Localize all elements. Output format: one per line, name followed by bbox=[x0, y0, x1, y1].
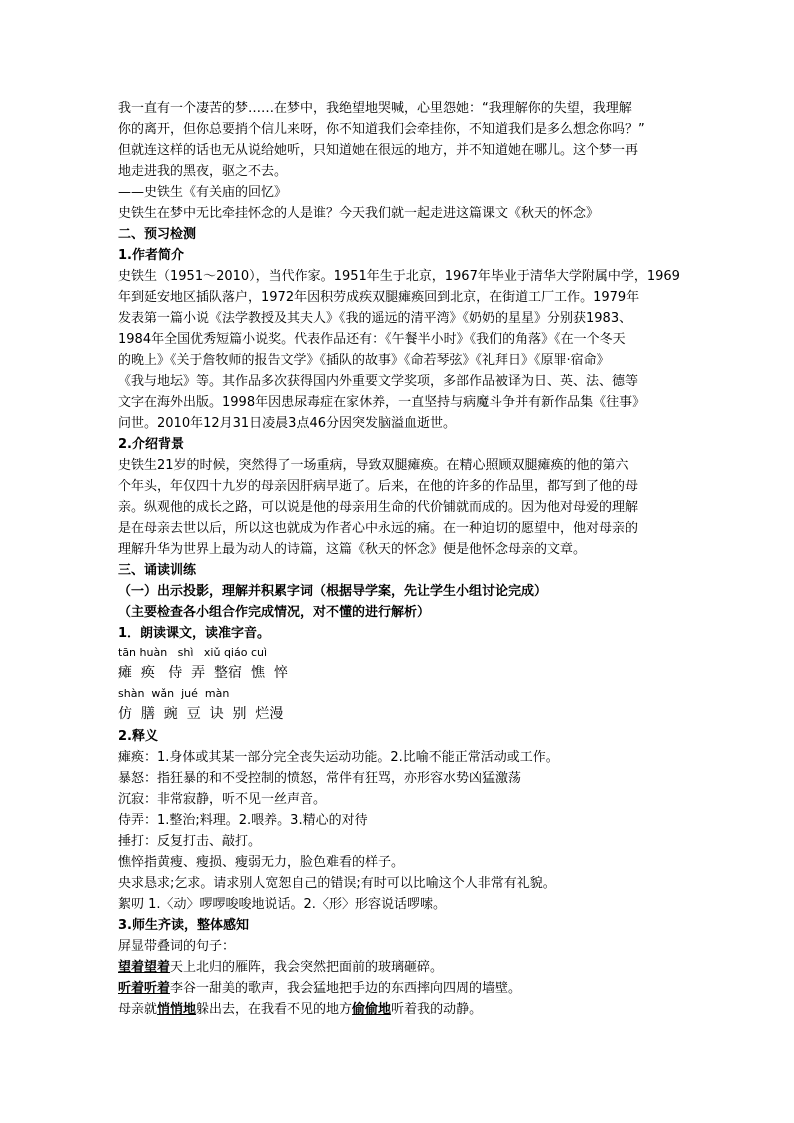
background-line: 理解升华为世界上最为动人的诗篇，这篇《秋天的怀念》便是他怀念母亲的文章。 bbox=[118, 542, 587, 557]
subsection-title: 3.师生齐读，整体感知 bbox=[118, 918, 249, 933]
gloss-line: 央求恳求;乞求。请求别人宽恕自己的错误;有时可以比喻这个人非常有礼貌。 bbox=[118, 876, 556, 891]
show-line: 屏显带叠词的句子： bbox=[118, 939, 236, 954]
subsection-title: 1．朗读课文，读准字音。 bbox=[118, 626, 271, 641]
gloss-line: 暴怒：指狂暴的和不受控制的愤怒，常伴有狂骂，亦形容水势凶猛激荡 bbox=[118, 771, 522, 786]
gloss-line: 沉寂：非常寂静，听不见一丝声音。 bbox=[118, 792, 327, 807]
gloss-line: 憔悴指黄瘦、瘦损、瘦弱无力，脸色难看的样子。 bbox=[118, 855, 405, 870]
author-line: 1984年全国优秀短篇小说奖。代表作品还有：《午餐半小时》《我们的角落》《在一个冬天 bbox=[118, 332, 626, 347]
reduplicated-word: 偷偷地 bbox=[352, 1002, 392, 1017]
background-line: 史铁生21岁的时候，突然得了一场重病，导致双腿瘫痪。在精心照顾双腿瘫痪的他的第六 bbox=[118, 458, 629, 473]
quote-line: 地走进我的黑夜，驱之不去。 bbox=[118, 164, 288, 179]
vocab-row: 瘫 痪 侍 弄 整宿 憔 悴 bbox=[118, 665, 288, 681]
sentence-text: 听着我的动静。 bbox=[391, 1002, 483, 1017]
subsection-title: 2.释义 bbox=[118, 729, 158, 744]
activity-note: （主要检查各小组合作完成情况，对不懂的进行解析） bbox=[118, 605, 431, 620]
pinyin-row: shàn wǎn jué màn bbox=[118, 687, 230, 700]
subsection-title: 1.作者简介 bbox=[118, 248, 184, 263]
sentence-text: 李谷一甜美的歌声，我会猛地把手边的东西摔向四周的墙壁。 bbox=[170, 981, 522, 996]
gloss-line: 絮叨 1.〈动〉啰啰唆唆地说话。2.〈形〉形容说话啰嗦。 bbox=[118, 897, 446, 912]
author-line: 史铁生（1951～2010），当代作家。1951年生于北京，1967年毕业于清华大学附属中学，1969 bbox=[118, 269, 680, 284]
sentence-text: 躲出去，在我看不见的地方 bbox=[196, 1002, 353, 1017]
reduplicated-word: 悄悄地 bbox=[157, 1002, 197, 1017]
reduplicated-word: 听着听着 bbox=[118, 981, 171, 996]
gloss-line: 侍弄：1.整治;料理。2.喂养。3.精心的对待 bbox=[118, 813, 368, 828]
example-sentence bbox=[118, 999, 678, 1020]
activity-line: （一）出示投影，理解并积累字词（根据导学案，先让学生小组讨论完成） bbox=[118, 584, 548, 599]
author-line: 年到延安地区插队落户，1972年因积劳成疾双腿瘫痪回到北京，在街道工厂工作。1979年 bbox=[118, 290, 640, 305]
example-sentence bbox=[118, 978, 678, 999]
background-line: 是在母亲去世以后，所以这也就成为作者心中永远的痛。在一种迫切的愿望中，他对母亲的 bbox=[118, 521, 639, 536]
gloss-line: 瘫痪：1.身体或其某一部分完全丧失运动功能。2.比喻不能正常活动或工作。 bbox=[118, 750, 559, 765]
quote-source: ——史铁生《有关庙的回忆》 bbox=[118, 185, 288, 200]
reduplicated-word: 望着望着 bbox=[118, 960, 171, 975]
example-sentence bbox=[118, 957, 678, 978]
section-title: 三、诵读训练 bbox=[118, 563, 197, 578]
quote-line: 你的离开，但你总要捎个信儿来呀，你不知道我们会牵挂你，不知道我们是多么想念你吗？” bbox=[118, 122, 645, 137]
background-line: 亲。纵观他的成长之路，可以说是他的母亲用生命的代价铺就而成的。因为他对母爱的理解 bbox=[118, 500, 639, 515]
vocab-row: 仿 膳 豌 豆 诀 别 烂漫 bbox=[118, 706, 284, 722]
author-line: 问世。2010年12月31日凌晨3点46分因突发脑溢血逝世。 bbox=[118, 416, 456, 431]
lead-question: 史铁生在梦中无比牵挂怀念的人是谁？今天我们就一起走进这篇课文《秋天的怀念》 bbox=[118, 206, 600, 221]
author-line: 文字在海外出版。1998年因患尿毒症在家休养，一直坚持与病魔斗争并有新作品集《往事》 bbox=[118, 395, 646, 410]
subsection-title: 2.介绍背景 bbox=[118, 437, 184, 452]
author-line: 的晚上》《关于詹牧师的报告文学》《插队的故事》《命若琴弦》《礼拜日》《原罪·宿命》 bbox=[118, 353, 610, 368]
quote-line: 但就连这样的话也无从说给她听，只知道她在很远的地方，并不知道她在哪儿。这个梦一再 bbox=[118, 143, 639, 158]
author-line: 《我与地坛》等。其作品多次获得国内外重要文学奖项，多部作品被译为日、英、法、德等 bbox=[118, 374, 639, 389]
pinyin-row: tān huàn shì xiǔ qiáo cuì bbox=[118, 646, 268, 659]
sentence-text: 母亲就 bbox=[118, 1002, 158, 1017]
background-line: 个年头，年仅四十九岁的母亲因肝病早逝了。后来，在他的许多的作品里，都写到了他的母 bbox=[118, 479, 639, 494]
author-line: 发表第一篇小说《法学教授及其夫人》《我的遥远的清平湾》《奶奶的星星》分别获1983、 bbox=[118, 311, 633, 326]
section-title: 二、预习检测 bbox=[118, 227, 197, 242]
document-page bbox=[118, 98, 678, 1020]
sentence-text: 天上北归的雁阵，我会突然把面前的玻璃砸碎。 bbox=[170, 960, 444, 975]
gloss-line: 捶打：反复打击、敲打。 bbox=[118, 834, 262, 849]
quote-line: 我一直有一个凄苦的梦……在梦中，我绝望地哭喊，心里怨她：“我理解你的失望，我理解 bbox=[118, 101, 632, 116]
